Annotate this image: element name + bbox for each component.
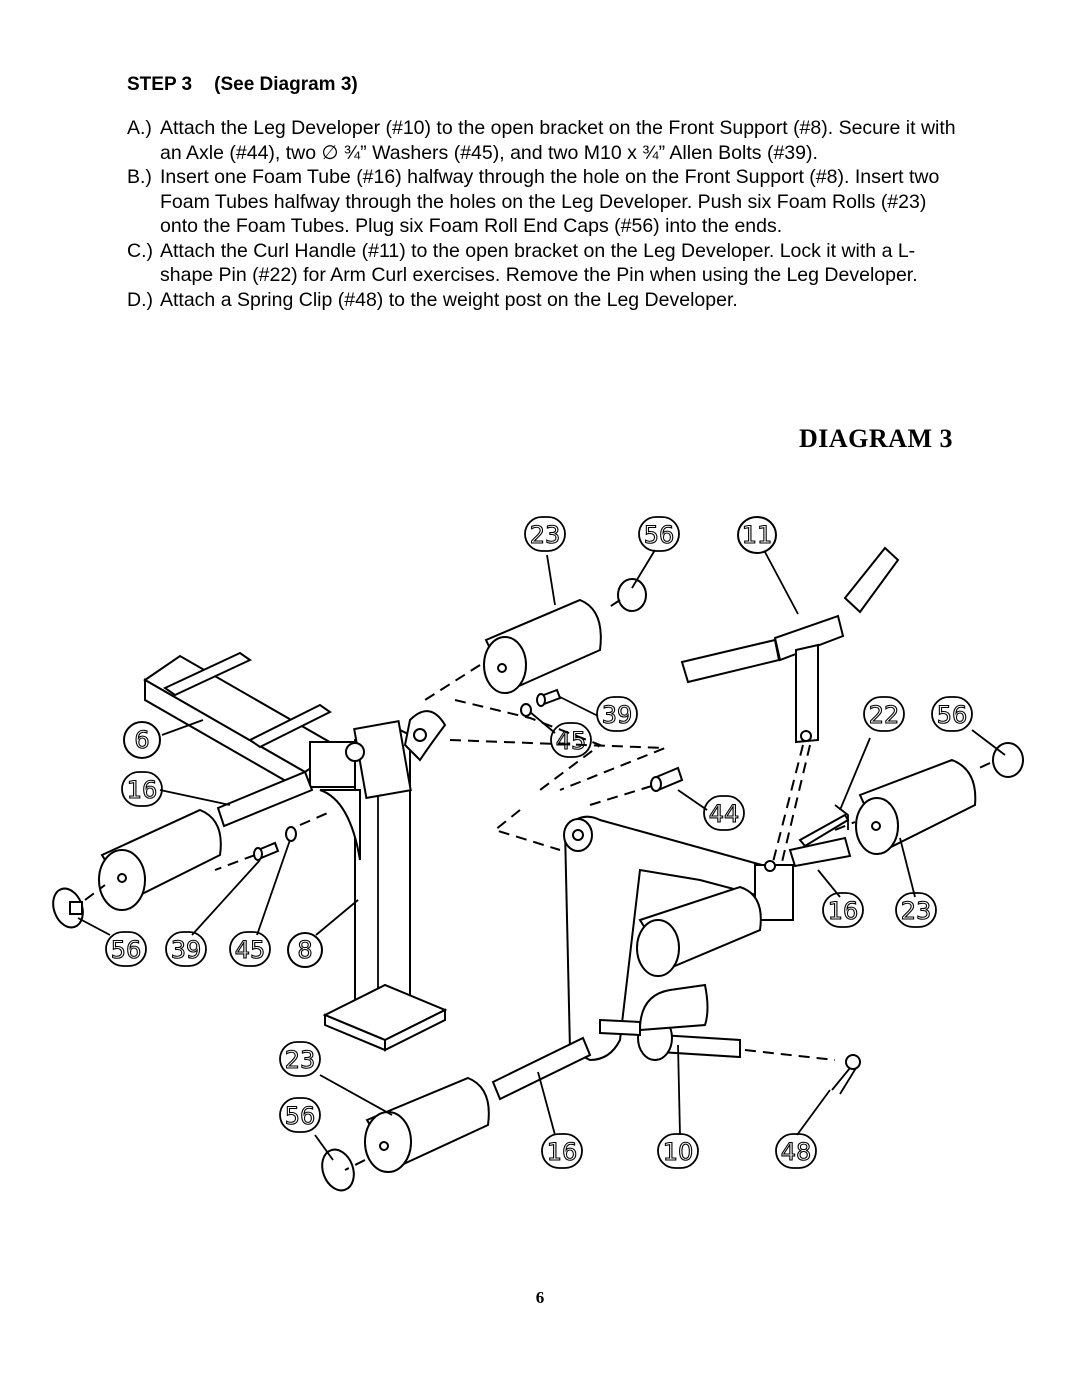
svg-text:23: 23 — [284, 1046, 316, 1074]
svg-text:56: 56 — [110, 936, 142, 964]
callout-16-right — [828, 897, 859, 925]
step-text: Attach the Curl Handle (#11) to the open bracket on the Leg Developer. Lock it with a L-shape Pin (#22) for Arm Curl exercises. Remove the Pin when using the Leg Developer. — [160, 239, 918, 286]
svg-text:56: 56 — [284, 1102, 316, 1130]
spring-clip — [832, 1055, 860, 1094]
page-number: 6 — [535, 1288, 545, 1307]
callout-23-right — [901, 897, 932, 925]
svg-text:8: 8 — [297, 936, 313, 964]
curl-handle — [682, 548, 898, 742]
callout-10 — [663, 1138, 694, 1166]
svg-text:44: 44 — [708, 800, 740, 828]
callout-16-left — [127, 776, 158, 804]
callout-39-bl — [171, 936, 202, 964]
step-label: STEP 3 — [127, 74, 193, 95]
svg-text:23: 23 — [900, 897, 932, 925]
svg-text:16: 16 — [546, 1138, 578, 1166]
callout-11 — [738, 517, 776, 553]
callout-22 — [869, 701, 900, 729]
callout-39-mid — [602, 701, 633, 729]
callout-45-mid — [556, 727, 587, 755]
svg-text:22: 22 — [868, 701, 900, 729]
step-letter: C.) — [127, 239, 153, 262]
callout-56-bottom — [285, 1102, 316, 1130]
svg-text:16: 16 — [827, 897, 859, 925]
svg-text:45: 45 — [555, 727, 587, 755]
svg-text:10: 10 — [662, 1138, 694, 1166]
step-text: Attach the Leg Developer (#10) to the open bracket on the Front Support (#8). Secure it with an Axle (#44), two ∅ ¾” Washers (#45), and two M10 x ¾” Allen Bolts (#39). — [160, 117, 956, 164]
svg-text:45: 45 — [234, 936, 266, 964]
svg-text:39: 39 — [601, 701, 633, 729]
svg-text:23: 23 — [529, 521, 561, 549]
callout-48 — [781, 1138, 812, 1166]
svg-text:56: 56 — [643, 521, 675, 549]
svg-text:16: 16 — [126, 776, 158, 804]
svg-text:6: 6 — [134, 726, 150, 754]
step-letter: D.) — [127, 288, 153, 311]
callout-56-bl — [111, 936, 142, 964]
callout-23-bottom — [285, 1046, 316, 1074]
svg-text:39: 39 — [170, 936, 202, 964]
svg-text:48: 48 — [780, 1138, 812, 1166]
callout-8 — [288, 933, 322, 967]
callout-56-top — [644, 521, 675, 549]
callout-6 — [124, 722, 160, 758]
step-letter: B.) — [127, 166, 152, 188]
step-text: Insert one Foam Tube (#16) halfway through the hole on the Front Support (#8). Insert two Foam Tubes halfway through the holes on the Leg Developer. Push six Foam Rolls (#23) onto the Foam Tubes. Plug six Foam Roll End Caps (#56) into the ends. — [160, 166, 940, 237]
callout-23-top — [530, 521, 561, 549]
diagram-title: DIAGRAM 3 — [799, 424, 953, 453]
step-text: Attach a Spring Clip (#48) to the weight post on the Leg Developer. — [160, 288, 738, 311]
svg-text:11: 11 — [741, 521, 773, 549]
callout-16-bottom — [547, 1138, 578, 1166]
callout-44 — [709, 800, 740, 828]
callout-56-right — [937, 701, 968, 729]
see-diagram-label: (See Diagram 3) — [214, 74, 358, 95]
svg-text:56: 56 — [936, 701, 968, 729]
step-letter: A.) — [127, 117, 152, 139]
callout-45-bl — [235, 936, 266, 964]
